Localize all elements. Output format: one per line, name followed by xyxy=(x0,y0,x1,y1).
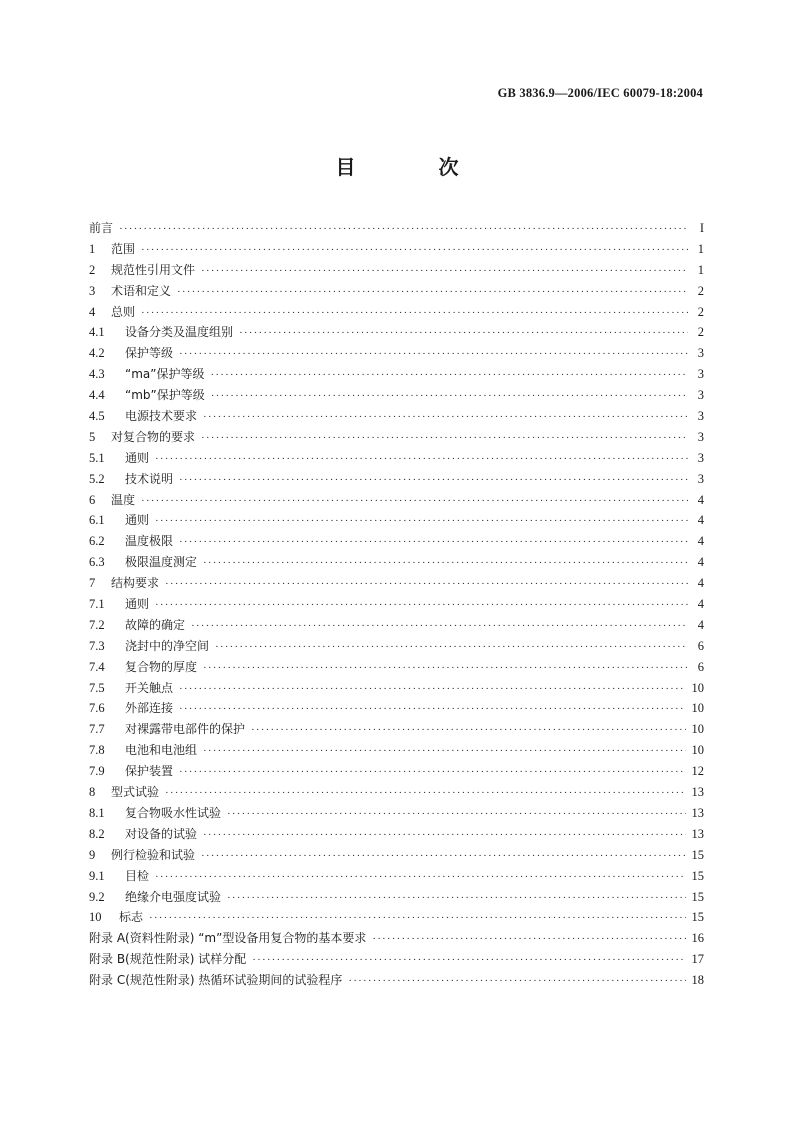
dot-leader xyxy=(179,344,688,365)
toc-entry-page: 4 xyxy=(697,555,704,570)
dot-leader xyxy=(165,574,688,595)
toc-entry-number: 2 xyxy=(89,262,96,277)
toc-entry-label: 开关触点 xyxy=(125,680,174,695)
toc-entry-page: 13 xyxy=(691,785,704,800)
toc-entry-page: 13 xyxy=(691,805,704,820)
toc-entry-number: 4.1 xyxy=(89,325,105,340)
toc-entry-label: 对设备的试验 xyxy=(125,826,198,841)
toc-entry[interactable] xyxy=(89,928,704,949)
toc-entry-page: 13 xyxy=(691,826,704,841)
toc-entry-label: 外部连接 xyxy=(125,701,174,716)
toc-entry-label: 前言 xyxy=(89,221,114,235)
toc-entry-label: 保护装置 xyxy=(125,764,174,779)
toc-entry-page: 2 xyxy=(697,325,704,340)
toc-entry-page: 15 xyxy=(691,847,704,862)
toc-entry[interactable] xyxy=(89,218,704,239)
toc-entry-number: 8 xyxy=(89,785,96,800)
toc-entry-label: 保护等级 xyxy=(125,346,174,361)
dot-leader xyxy=(215,637,688,658)
toc-entry[interactable] xyxy=(89,949,704,970)
toc-entry[interactable] xyxy=(89,803,704,824)
toc-entry[interactable] xyxy=(89,302,704,323)
toc-entry-label: 附录 C(规范性附录) 热循环试验期间的试验程序 xyxy=(89,973,343,988)
toc-entry-number: 4 xyxy=(89,304,96,319)
toc-entry-page: 4 xyxy=(697,576,704,591)
toc-entry-number: 7.2 xyxy=(89,617,105,632)
toc-entry[interactable] xyxy=(89,845,704,866)
toc-entry[interactable] xyxy=(89,552,704,573)
toc-entry-number: 8.2 xyxy=(89,826,105,841)
toc-entry[interactable] xyxy=(89,698,704,719)
dot-leader xyxy=(179,699,685,720)
toc-entry[interactable] xyxy=(89,824,704,845)
toc-entry-page: 16 xyxy=(691,931,704,946)
toc-entry[interactable] xyxy=(89,782,704,803)
dot-leader xyxy=(201,846,685,867)
toc-entry[interactable] xyxy=(89,887,704,908)
toc-entry[interactable] xyxy=(89,740,704,761)
dot-leader xyxy=(141,491,688,512)
dot-leader xyxy=(203,553,688,574)
toc-entry-number: 7.3 xyxy=(89,638,105,653)
dot-leader xyxy=(191,616,688,637)
dot-leader xyxy=(155,867,685,888)
toc-entry-number: 8.1 xyxy=(89,805,105,820)
toc-entry[interactable] xyxy=(89,490,704,511)
toc-entry-page: 15 xyxy=(691,889,704,904)
toc-entry-page: 3 xyxy=(697,450,704,465)
toc-entry-page: 3 xyxy=(697,367,704,382)
toc-entry-number: 6.2 xyxy=(89,534,105,549)
toc-entry-number: 4.2 xyxy=(89,346,105,361)
toc-entry-number: 5 xyxy=(89,429,96,444)
dot-leader xyxy=(251,720,685,741)
dot-leader xyxy=(141,240,688,261)
toc-entry[interactable] xyxy=(89,239,704,260)
toc-entry[interactable] xyxy=(89,448,704,469)
dot-leader xyxy=(227,888,685,909)
dot-leader xyxy=(165,783,685,804)
toc-entry-label: 结构要求 xyxy=(111,576,160,591)
toc-entry-number: 3 xyxy=(89,283,96,298)
dot-leader xyxy=(155,511,688,532)
toc-entry-page: 4 xyxy=(697,492,704,507)
toc-entry-label: 术语和定义 xyxy=(111,283,172,298)
toc-entry[interactable] xyxy=(89,657,704,678)
toc-entry[interactable] xyxy=(89,364,704,385)
toc-entry-label: 范围 xyxy=(111,241,136,256)
toc-entry-label: 总则 xyxy=(111,304,136,319)
toc-entry-number: 7.8 xyxy=(89,743,105,758)
toc-entry-page: 1 xyxy=(697,241,704,256)
toc-entry[interactable] xyxy=(89,970,704,991)
toc-entry[interactable] xyxy=(89,281,704,302)
dot-leader xyxy=(239,323,688,344)
toc-entry-page: 10 xyxy=(691,701,704,716)
dot-leader xyxy=(179,762,685,783)
toc-entry-page: 6 xyxy=(697,638,704,653)
table-of-contents xyxy=(89,218,704,991)
toc-entry[interactable] xyxy=(89,406,704,427)
dot-leader xyxy=(179,532,688,553)
toc-entry-label: 通则 xyxy=(125,450,150,465)
toc-entry-page: 3 xyxy=(697,429,704,444)
toc-entry-page: 3 xyxy=(697,346,704,361)
toc-entry-page: 6 xyxy=(697,659,704,674)
toc-entry-page: 15 xyxy=(691,910,704,925)
toc-entry-page: 10 xyxy=(691,680,704,695)
toc-entry-number: 7.1 xyxy=(89,597,105,612)
toc-entry-number: 5.1 xyxy=(89,450,105,465)
toc-entry[interactable] xyxy=(89,907,704,928)
toc-entry-label: 标志 xyxy=(119,910,144,925)
dot-leader xyxy=(141,303,688,324)
toc-entry-number: 9.2 xyxy=(89,889,105,904)
toc-entry-page: I xyxy=(699,221,704,235)
toc-entry-number: 9 xyxy=(89,847,96,862)
toc-entry-page: 4 xyxy=(697,597,704,612)
toc-entry-number: 7.5 xyxy=(89,680,105,695)
toc-entry-page: 4 xyxy=(697,513,704,528)
toc-entry[interactable] xyxy=(89,636,704,657)
toc-entry[interactable] xyxy=(89,531,704,552)
toc-entry-number: 5.2 xyxy=(89,471,105,486)
toc-entry[interactable] xyxy=(89,322,704,343)
toc-entry-number: 4.3 xyxy=(89,367,105,382)
toc-entry-page: 17 xyxy=(691,952,704,967)
toc-entry[interactable] xyxy=(89,469,704,490)
dot-leader xyxy=(201,428,688,449)
toc-entry-label: “ma”保护等级 xyxy=(125,367,205,382)
toc-entry-number: 7.7 xyxy=(89,722,105,737)
toc-entry-label: 温度 xyxy=(111,492,136,507)
dot-leader xyxy=(155,449,688,470)
toc-entry-label: 规范性引用文件 xyxy=(111,262,196,277)
toc-entry-page: 18 xyxy=(691,973,704,988)
toc-entry-label: 型式试验 xyxy=(111,785,160,800)
dot-leader xyxy=(203,407,688,428)
toc-entry-label: 通则 xyxy=(125,597,150,612)
toc-entry-number: 7.4 xyxy=(89,659,105,674)
dot-leader xyxy=(252,950,685,971)
toc-entry-label: 故障的确定 xyxy=(125,617,186,632)
dot-leader xyxy=(203,658,688,679)
dot-leader xyxy=(201,261,688,282)
toc-entry-label: 通则 xyxy=(125,513,150,528)
page-title: 目 次 xyxy=(335,155,497,179)
toc-entry-page: 2 xyxy=(697,304,704,319)
toc-entry-number: 7.9 xyxy=(89,764,105,779)
toc-entry-number: 9.1 xyxy=(89,868,105,883)
toc-entry-page: 3 xyxy=(697,409,704,424)
toc-entry-label: 附录 B(规范性附录) 试样分配 xyxy=(89,952,247,967)
toc-entry-label: “mb”保护等级 xyxy=(125,388,205,403)
dot-leader xyxy=(179,679,685,700)
toc-entry[interactable] xyxy=(89,510,704,531)
dot-leader xyxy=(211,386,688,407)
toc-entry-number: 7 xyxy=(89,576,96,591)
toc-entry-number: 10 xyxy=(89,910,102,925)
toc-entry-label: 技术说明 xyxy=(125,471,174,486)
toc-entry-label: 目检 xyxy=(125,868,150,883)
toc-entry-label: 温度极限 xyxy=(125,534,174,549)
toc-entry-label: 复合物的厚度 xyxy=(125,659,198,674)
toc-entry-page: 1 xyxy=(697,262,704,277)
toc-entry-page: 10 xyxy=(691,722,704,737)
toc-entry-label: 浇封中的净空间 xyxy=(125,638,210,653)
toc-entry-label: 设备分类及温度组别 xyxy=(125,325,234,340)
toc-entry-label: 例行检验和试验 xyxy=(111,847,196,862)
toc-entry[interactable] xyxy=(89,343,704,364)
toc-entry-page: 2 xyxy=(697,283,704,298)
toc-entry-number: 7.6 xyxy=(89,701,105,716)
toc-entry-label: 电源技术要求 xyxy=(125,409,198,424)
toc-entry-page: 12 xyxy=(691,764,704,779)
toc-entry-number: 4.5 xyxy=(89,409,105,424)
toc-entry[interactable] xyxy=(89,678,704,699)
toc-entry[interactable] xyxy=(89,594,704,615)
toc-entry-number: 1 xyxy=(89,241,96,256)
dot-leader xyxy=(119,219,688,240)
toc-entry-label: 对裸露带电部件的保护 xyxy=(125,722,246,737)
toc-entry-label: 绝缘介电强度试验 xyxy=(125,889,222,904)
toc-entry-page: 3 xyxy=(697,388,704,403)
dot-leader xyxy=(210,365,688,386)
toc-entry-page: 4 xyxy=(697,617,704,632)
toc-entry[interactable] xyxy=(89,615,704,636)
toc-entry[interactable] xyxy=(89,719,704,740)
toc-entry-page: 4 xyxy=(697,534,704,549)
toc-entry[interactable] xyxy=(89,573,704,594)
dot-leader xyxy=(203,825,685,846)
toc-entry-page: 15 xyxy=(691,868,704,883)
toc-entry-label: 附录 A(资料性附录) “m”型设备用复合物的基本要求 xyxy=(89,931,367,946)
document-number: GB 3836.9—2006/IEC 60079-18:2004 xyxy=(497,86,703,100)
toc-entry-number: 6.3 xyxy=(89,555,105,570)
toc-entry[interactable] xyxy=(89,260,704,281)
toc-entry-page: 10 xyxy=(691,743,704,758)
toc-entry[interactable] xyxy=(89,427,704,448)
toc-entry-number: 6.1 xyxy=(89,513,105,528)
toc-entry-page: 3 xyxy=(697,471,704,486)
dot-leader xyxy=(372,929,685,950)
dot-leader xyxy=(179,470,688,491)
dot-leader xyxy=(149,908,685,929)
toc-entry-number: 4.4 xyxy=(89,388,105,403)
toc-entry-label: 电池和电池组 xyxy=(125,743,198,758)
dot-leader xyxy=(348,971,685,992)
dot-leader xyxy=(177,282,688,303)
dot-leader xyxy=(227,804,685,825)
toc-entry-label: 对复合物的要求 xyxy=(111,429,196,444)
dot-leader xyxy=(155,595,688,616)
toc-entry-label: 极限温度测定 xyxy=(125,555,198,570)
toc-entry[interactable] xyxy=(89,385,704,406)
toc-entry[interactable] xyxy=(89,866,704,887)
toc-entry[interactable] xyxy=(89,761,704,782)
dot-leader xyxy=(203,741,685,762)
toc-entry-label: 复合物吸水性试验 xyxy=(125,805,222,820)
toc-entry-number: 6 xyxy=(89,492,96,507)
